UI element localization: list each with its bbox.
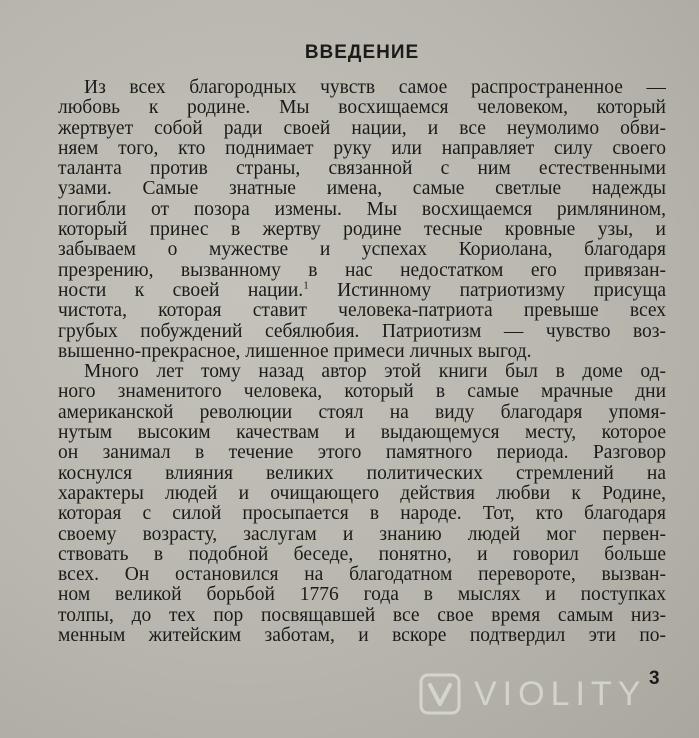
text-line: характеры людей и очищающего действия любви к Родине, <box>58 483 666 504</box>
text-line: погибли от позора измены. Мы восхищаемся римлянином, <box>58 199 666 220</box>
text-line: который принес в жертву родине тесные кровные узы, и <box>58 220 666 241</box>
text-line: ствовать в подобной беседе, понятно, и говорил больше <box>58 544 666 565</box>
text-line: любовь к родине. Мы восхищаемся человеком, который <box>58 98 666 119</box>
text-line: всех. Он остановился на благодатном перевороте, вызван- <box>58 565 666 586</box>
paragraph-2 <box>58 362 666 646</box>
text-line: которая с силой просыпается в народе. Тот, кто благодаря <box>58 504 666 525</box>
text-line: американской революции стоял на виду благодаря упомя- <box>58 402 666 423</box>
violity-watermark <box>418 668 680 720</box>
violity-logo-icon <box>418 672 462 716</box>
text-line: жертвует собой ради своей нации, и все неумолимо обви- <box>58 118 666 139</box>
text-line: нутым высоким качествам и выдающемуся месту, которое <box>58 423 666 444</box>
text-line: ного знаменитого человека, который в самые мрачные дни <box>58 382 666 403</box>
watermark-text: VIOLITY <box>474 674 647 713</box>
text-line: он занимал в течение этого памятного периода. Разговор <box>58 443 666 464</box>
text-line: коснулся влияния великих политических стремлений на <box>58 463 666 484</box>
text-segment: Истинному патриотизму присуща <box>337 280 666 301</box>
paragraph-1 <box>58 78 666 362</box>
text-line: толпы, до тех пор посвящавшей все свое время самым низ- <box>58 605 666 626</box>
chapter-title: ВВЕДЕНИЕ <box>304 42 420 63</box>
footnote-marker: 1 <box>303 280 309 292</box>
book-page <box>58 42 666 646</box>
text-line: своему возрасту, заслугам и знанию людей мог первен- <box>58 524 666 545</box>
text-line: таланта против страны, связанной с ним естественными <box>58 159 666 180</box>
text-line: забываем о мужестве и успехах Кориолана, благодаря <box>58 240 666 261</box>
text-line: вышенно-прекрасное, лишенное примеси личных выгод. <box>58 341 532 362</box>
text-line: ном великой борьбой 1776 года в мыслях и поступках <box>58 585 666 606</box>
text-line: узами. Самые знатные имена, самые светлые надежды <box>58 179 666 200</box>
text-line: менным житейским заботам, и вскоре подтвердил эти по- <box>58 626 666 647</box>
text-line: чистота, которая ставит человека-патриота превыше всех <box>58 301 666 322</box>
text-line: презрению, вызванному в нас недостатком его привязан- <box>58 260 666 281</box>
text-line: Из всех благородных чувств самое распространенное — <box>84 78 666 98</box>
text-line: няем того, кто поднимает руку или направляет силу своего <box>58 138 666 159</box>
text-segment: ности к своей нации. <box>58 280 304 301</box>
text-line: грубых побуждений себялюбия. Патриотизм — чувство воз- <box>58 321 666 342</box>
text-line-with-footnote <box>58 281 666 301</box>
text-line: Много лет тому назад автор этой книги был в доме од- <box>84 362 666 383</box>
page-number: 3 <box>649 668 660 689</box>
